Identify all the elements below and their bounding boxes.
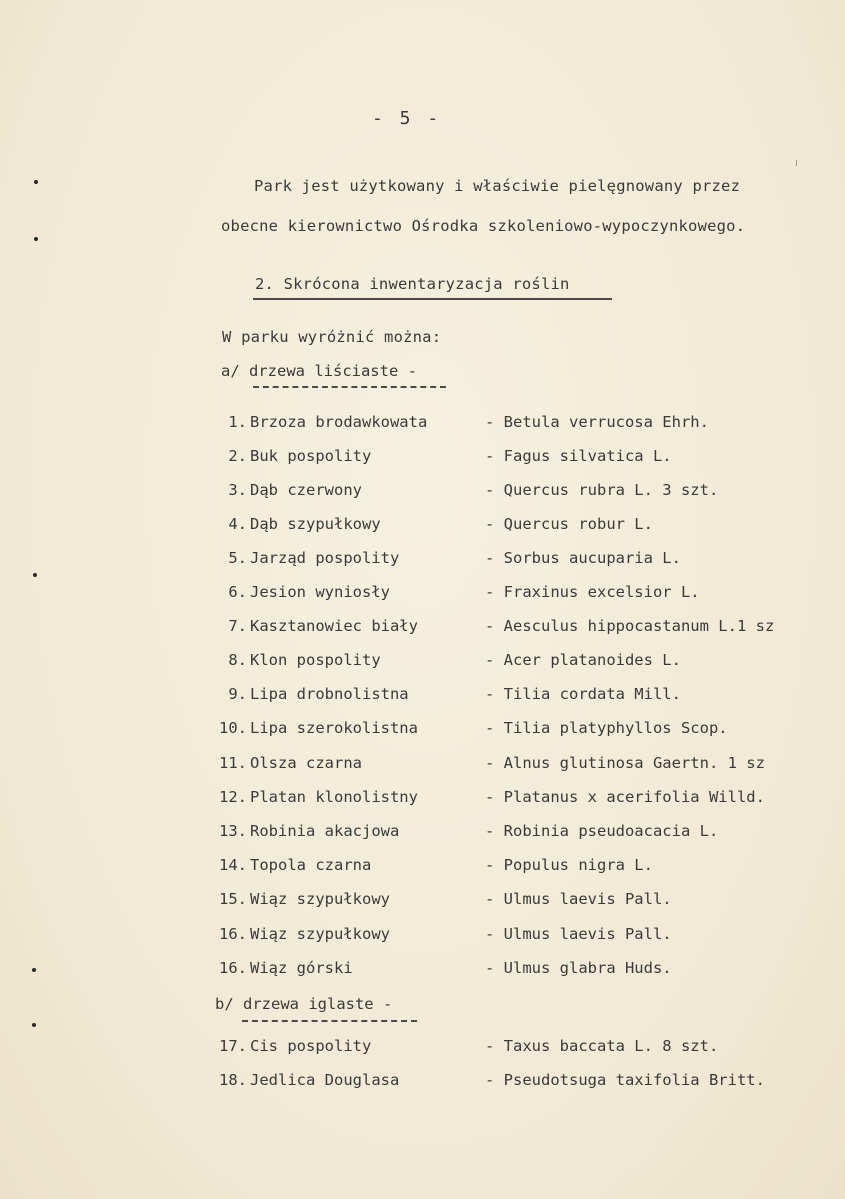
item-number: 18. xyxy=(219,1071,247,1089)
latin-name: - Ulmus glabra Huds. xyxy=(485,959,672,977)
group-heading-underline xyxy=(253,386,446,388)
item-number: 5. xyxy=(228,549,247,567)
polish-name: Wiąz szypułkowy xyxy=(250,925,390,943)
item-number: 6. xyxy=(228,583,247,601)
paper-mark xyxy=(796,160,797,166)
paragraph-line: Park jest użytkowany i właściwie pielęgnowany przez xyxy=(254,177,741,195)
polish-name: Kasztanowiec biały xyxy=(250,617,418,635)
polish-name: Jarząd pospolity xyxy=(250,549,400,567)
polish-name: Wiąz szypułkowy xyxy=(250,890,390,908)
polish-name: Robinia akacjowa xyxy=(250,822,400,840)
item-number: 16. xyxy=(219,925,247,943)
latin-name: - Aesculus hippocastanum L.1 sz xyxy=(485,617,775,635)
paragraph-line: obecne kierownictwo Ośrodka szkoleniowo-wypoczynkowego. xyxy=(221,217,746,235)
page-number: - 5 - xyxy=(372,108,442,129)
section-heading: 2. Skrócona inwentaryzacja roślin xyxy=(255,275,570,293)
latin-name: - Acer platanoides L. xyxy=(485,651,681,669)
latin-name: - Tilia platyphyllos Scop. xyxy=(485,719,728,737)
polish-name: Dąb czerwony xyxy=(250,481,362,499)
item-number: 1. xyxy=(228,413,247,431)
latin-name: - Taxus baccata L. 8 szt. xyxy=(485,1037,719,1055)
latin-name: - Robinia pseudoacacia L. xyxy=(485,822,719,840)
polish-name: Buk pospolity xyxy=(250,447,372,465)
polish-name: Topola czarna xyxy=(250,856,372,874)
latin-name: - Pseudotsuga taxifolia Britt. xyxy=(485,1071,765,1089)
latin-name: - Platanus x acerifolia Willd. xyxy=(485,788,765,806)
group-heading: b/ drzewa iglaste - xyxy=(215,995,393,1013)
polish-name: Olsza czarna xyxy=(250,754,362,772)
polish-name: Jesion wyniosły xyxy=(250,583,390,601)
binder-dot xyxy=(33,573,37,577)
polish-name: Wiąz górski xyxy=(250,959,353,977)
latin-name: - Fraxinus excelsior L. xyxy=(485,583,700,601)
latin-name: - Betula verrucosa Ehrh. xyxy=(485,413,709,431)
latin-name: - Fagus silvatica L. xyxy=(485,447,672,465)
item-number: 11. xyxy=(219,754,247,772)
item-number: 17. xyxy=(219,1037,247,1055)
group-heading: a/ drzewa liściaste - xyxy=(221,362,417,380)
latin-name: - Quercus rubra L. 3 szt. xyxy=(485,481,719,499)
item-number: 16. xyxy=(219,959,247,977)
binder-dot xyxy=(32,1023,36,1027)
item-number: 15. xyxy=(219,890,247,908)
latin-name: - Quercus robur L. xyxy=(485,515,653,533)
binder-dot xyxy=(34,180,38,184)
binder-dot xyxy=(32,968,36,972)
latin-name: - Alnus glutinosa Gaertn. 1 sz xyxy=(485,754,765,772)
item-number: 9. xyxy=(228,685,247,703)
intro-text: W parku wyróżnić można: xyxy=(222,328,442,346)
heading-underline xyxy=(253,298,612,300)
polish-name: Jedlica Douglasa xyxy=(250,1071,400,1089)
item-number: 8. xyxy=(228,651,247,669)
item-number: 12. xyxy=(219,788,247,806)
latin-name: - Ulmus laevis Pall. xyxy=(485,890,672,908)
binder-dot xyxy=(34,237,38,241)
polish-name: Lipa drobnolistna xyxy=(250,685,409,703)
latin-name: - Sorbus aucuparia L. xyxy=(485,549,681,567)
polish-name: Lipa szerokolistna xyxy=(250,719,418,737)
item-number: 2. xyxy=(228,447,247,465)
group-heading-underline xyxy=(242,1020,417,1022)
item-number: 7. xyxy=(228,617,247,635)
item-number: 14. xyxy=(219,856,247,874)
item-number: 13. xyxy=(219,822,247,840)
polish-name: Platan klonolistny xyxy=(250,788,418,806)
polish-name: Brzoza brodawkowata xyxy=(250,413,428,431)
item-number: 10. xyxy=(219,719,247,737)
item-number: 3. xyxy=(228,481,247,499)
latin-name: - Ulmus laevis Pall. xyxy=(485,925,672,943)
polish-name: Klon pospolity xyxy=(250,651,381,669)
polish-name: Dąb szypułkowy xyxy=(250,515,381,533)
latin-name: - Tilia cordata Mill. xyxy=(485,685,681,703)
polish-name: Cis pospolity xyxy=(250,1037,372,1055)
latin-name: - Populus nigra L. xyxy=(485,856,653,874)
item-number: 4. xyxy=(228,515,247,533)
